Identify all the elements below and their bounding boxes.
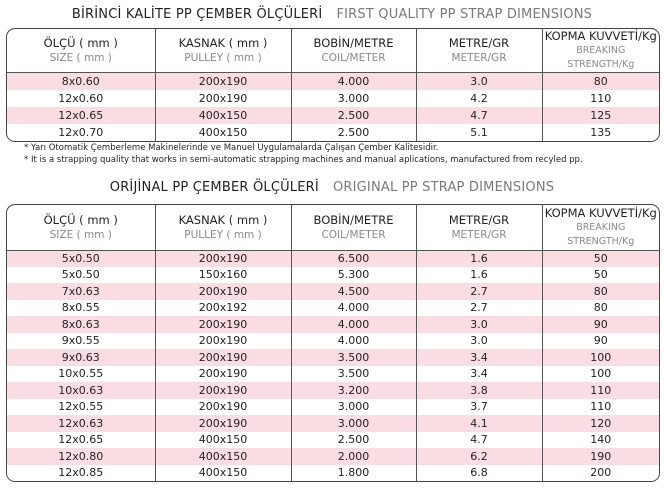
cell-coil-meter: 4.000: [291, 316, 416, 333]
table-row: [7, 366, 659, 383]
table-row: [7, 107, 659, 124]
cell-breaking-strength: 190: [542, 448, 659, 465]
cell-breaking-strength: 100: [542, 349, 659, 366]
cell-breaking-strength: 80: [542, 300, 659, 317]
cell-meter-gr: 1.6: [416, 267, 542, 284]
cell-coil-meter: 6.500: [291, 250, 416, 267]
cell-breaking-strength: 200: [542, 465, 659, 482]
header-coil: BOBİN/METRE COIL/METER: [291, 29, 416, 73]
cell-coil-meter: 4.000: [291, 333, 416, 350]
title-english: ORIGINAL PP STRAP DIMENSIONS: [332, 180, 555, 195]
cell-pulley: 150x160: [155, 267, 291, 284]
header-meter-gr: METRE/GR METER/GR: [416, 29, 542, 73]
table-row: [7, 399, 659, 416]
title-english: FIRST QUALITY PP STRAP DIMENSIONS: [336, 7, 593, 22]
cell-meter-gr: 1.6: [416, 250, 542, 267]
cell-meter-gr: 4.2: [416, 90, 542, 107]
notes: [24, 143, 654, 166]
header-meter-gr: METRE/GR METER/GR: [416, 205, 542, 250]
table-row: [7, 316, 659, 333]
cell-coil-meter: 2.500: [291, 124, 416, 141]
cell-pulley: 200x190: [155, 283, 291, 300]
cell-size: 12x0.80: [7, 448, 155, 465]
cell-breaking-strength: 110: [542, 382, 659, 399]
cell-size: 5x0.50: [7, 250, 155, 267]
cell-meter-gr: 3.0: [416, 333, 542, 350]
cell-breaking-strength: 90: [542, 333, 659, 350]
cell-breaking-strength: 80: [542, 73, 659, 90]
header-size: ÖLÇÜ ( mm ) SIZE ( mm ): [43, 212, 118, 241]
cell-coil-meter: 2.000: [291, 448, 416, 465]
table-row: [7, 333, 659, 350]
cell-size: 12x0.70: [7, 124, 155, 141]
cell-size: 12x0.63: [7, 415, 155, 432]
cell-coil-meter: 4.500: [291, 283, 416, 300]
cell-meter-gr: 3.4: [416, 349, 542, 366]
cell-size: 8x0.63: [7, 316, 155, 333]
cell-size: 9x0.55: [7, 333, 155, 350]
cell-breaking-strength: 135: [542, 124, 659, 141]
cell-breaking-strength: 50: [542, 250, 659, 267]
cell-breaking-strength: 125: [542, 107, 659, 124]
cell-pulley: 200x190: [155, 349, 291, 366]
cell-coil-meter: 3.000: [291, 399, 416, 416]
first-quality-table: [7, 29, 659, 141]
cell-size: 12x0.65: [7, 432, 155, 449]
cell-size: 8x0.55: [7, 300, 155, 317]
table-row: [7, 465, 659, 482]
cell-coil-meter: 4.000: [291, 300, 416, 317]
table-row: [7, 382, 659, 399]
cell-meter-gr: 2.7: [416, 300, 542, 317]
cell-breaking-strength: 140: [542, 432, 659, 449]
cell-meter-gr: 5.1: [416, 124, 542, 141]
table-row: [7, 73, 659, 90]
cell-pulley: 200x192: [155, 300, 291, 317]
cell-pulley: 200x190: [155, 366, 291, 383]
table-row: [7, 349, 659, 366]
cell-pulley: 400x150: [155, 107, 291, 124]
cell-meter-gr: 4.7: [416, 107, 542, 124]
table-row: [7, 432, 659, 449]
original-table: [7, 205, 659, 481]
cell-coil-meter: 4.000: [291, 73, 416, 90]
header-breaking-strength: KOPMA KUVVETİ/Kg BREAKING STRENGTH/Kg: [542, 205, 659, 250]
cell-meter-gr: 4.1: [416, 415, 542, 432]
cell-breaking-strength: 110: [542, 90, 659, 107]
cell-meter-gr: 4.7: [416, 432, 542, 449]
cell-meter-gr: 3.4: [416, 366, 542, 383]
title-turkish: ORİJİNAL PP ÇEMBER ÖLÇÜLERİ: [109, 180, 319, 195]
header-coil: BOBİN/METRE COIL/METER: [291, 205, 416, 250]
cell-meter-gr: 3.0: [416, 73, 542, 90]
cell-meter-gr: 6.8: [416, 465, 542, 482]
table-row: [7, 124, 659, 141]
cell-breaking-strength: 100: [542, 366, 659, 383]
cell-coil-meter: 2.500: [291, 432, 416, 449]
cell-coil-meter: 3.000: [291, 90, 416, 107]
cell-meter-gr: 3.0: [416, 316, 542, 333]
cell-pulley: 400x150: [155, 432, 291, 449]
original-table-box: [6, 204, 660, 482]
cell-size: 9x0.63: [7, 349, 155, 366]
title-turkish: BİRİNCİ KALİTE PP ÇEMBER ÖLÇÜLERİ: [71, 7, 323, 22]
cell-breaking-strength: 50: [542, 267, 659, 284]
cell-pulley: 200x190: [155, 73, 291, 90]
cell-meter-gr: 2.7: [416, 283, 542, 300]
cell-breaking-strength: 80: [542, 283, 659, 300]
cell-pulley: 200x190: [155, 250, 291, 267]
cell-pulley: 200x190: [155, 399, 291, 416]
cell-coil-meter: 3.500: [291, 349, 416, 366]
cell-pulley: 200x190: [155, 316, 291, 333]
cell-coil-meter: 3.200: [291, 382, 416, 399]
first-quality-title: [0, 7, 664, 22]
cell-breaking-strength: 90: [542, 316, 659, 333]
cell-meter-gr: 6.2: [416, 448, 542, 465]
cell-pulley: 200x190: [155, 415, 291, 432]
table-row: [7, 90, 659, 107]
cell-pulley: 200x190: [155, 333, 291, 350]
cell-meter-gr: 3.7: [416, 399, 542, 416]
table-header-row: [7, 29, 659, 73]
cell-coil-meter: 2.500: [291, 107, 416, 124]
table-row: [7, 267, 659, 284]
cell-coil-meter: 3.000: [291, 415, 416, 432]
cell-size: 12x0.85: [7, 465, 155, 482]
cell-coil-meter: 1.800: [291, 465, 416, 482]
table-row: [7, 300, 659, 317]
cell-breaking-strength: 110: [542, 399, 659, 416]
cell-size: 8x0.60: [7, 73, 155, 90]
cell-coil-meter: 3.500: [291, 366, 416, 383]
cell-pulley: 400x150: [155, 465, 291, 482]
cell-pulley: 400x150: [155, 448, 291, 465]
table-row: [7, 283, 659, 300]
header-size: ÖLÇÜ ( mm ) SIZE ( mm ): [43, 36, 118, 64]
table-row: [7, 250, 659, 267]
cell-size: 12x0.60: [7, 90, 155, 107]
cell-coil-meter: 5.300: [291, 267, 416, 284]
note-english: * It is a strapping quality that works in semi-automatic strapping machines and manual aplications, manufactured from recyled pp.: [24, 154, 583, 165]
original-title: [0, 180, 664, 195]
cell-pulley: 200x190: [155, 90, 291, 107]
cell-size: 12x0.55: [7, 399, 155, 416]
cell-pulley: 400x150: [155, 124, 291, 141]
cell-size: 10x0.55: [7, 366, 155, 383]
cell-size: 10x0.63: [7, 382, 155, 399]
table-row: [7, 448, 659, 465]
cell-pulley: 200x190: [155, 382, 291, 399]
cell-size: 7x0.63: [7, 283, 155, 300]
first-quality-table-box: [6, 28, 660, 142]
cell-meter-gr: 3.8: [416, 382, 542, 399]
cell-size: 5x0.50: [7, 267, 155, 284]
table-row: [7, 415, 659, 432]
note-turkish: * Yarı Otomatik Çemberleme Makinelerinde ve Manuel Uygulamalarda Çalışan Çember Kalitesidir.: [24, 143, 439, 153]
table-header-row: [7, 205, 659, 250]
header-breaking-strength: KOPMA KUVVETİ/Kg BREAKING STRENGTH/Kg: [542, 29, 659, 73]
cell-breaking-strength: 120: [542, 415, 659, 432]
header-pulley: KASNAK ( mm ) PULLEY ( mm ): [155, 205, 291, 250]
cell-size: 12x0.65: [7, 107, 155, 124]
header-pulley: KASNAK ( mm ) PULLEY ( mm ): [155, 29, 291, 73]
